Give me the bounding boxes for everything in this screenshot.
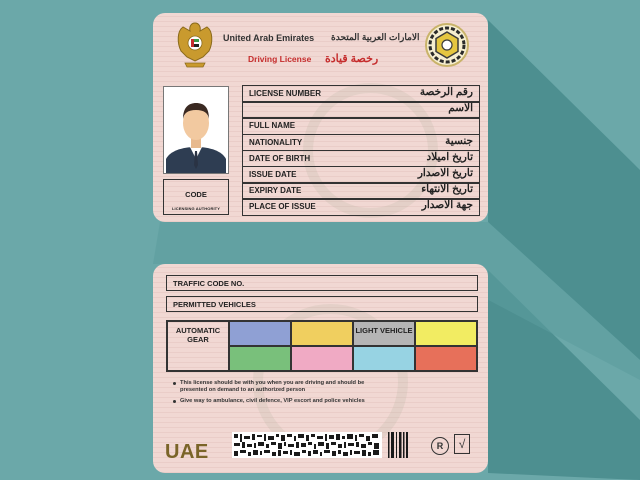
license-fields [242, 85, 480, 215]
vehicle-color-cell [353, 346, 415, 371]
checkmark-icon: √ [454, 434, 470, 454]
uae-emblem-icon [173, 17, 217, 73]
country-title-en: United Arab Emirates [223, 33, 315, 43]
vehicle-color-cell [291, 346, 353, 371]
document-title-ar: رخصة قيادة [325, 53, 379, 65]
field-label-en: DATE OF BIRTH [249, 153, 311, 163]
traffic-code-row [166, 275, 478, 291]
holder-photo [163, 86, 229, 174]
license-back-card [153, 264, 488, 473]
light-vehicle-label: LIGHT VEHICLE [355, 326, 413, 335]
automatic-gear-cell [167, 321, 229, 371]
document-title-en: Driving License [248, 54, 312, 64]
vehicle-color-cell [229, 321, 291, 346]
note-item: Give way to ambulance, civil defence, VIP escort and police vehicles [173, 398, 373, 405]
field-label-en: PLACE OF ISSUE [249, 202, 316, 212]
field-label-ar: جنسية [445, 134, 473, 147]
light-vehicle-cell [353, 321, 415, 346]
automatic-gear-label: AUTOMATIC GEAR [175, 326, 221, 344]
field-row-place-of-issue [242, 198, 480, 216]
field-row-expiry-date [242, 182, 480, 200]
authority-seal-icon [424, 22, 470, 68]
person-avatar-icon [164, 87, 228, 173]
field-row-date-of-birth [242, 150, 480, 168]
field-label-ar: رقم الرخصة [419, 86, 473, 98]
field-row-name-ar [242, 101, 480, 119]
vehicle-color-cell [291, 321, 353, 346]
code-box [163, 179, 229, 215]
field-label-en: FULL NAME [249, 121, 296, 131]
note-item: This license should be with you when you are driving and should be presented on demand to an authorized person [173, 380, 373, 395]
field-label-ar: تاريخ الانتهاء [421, 183, 473, 196]
registered-mark-icon: R [431, 437, 449, 455]
field-label-en: NATIONALITY [249, 137, 303, 147]
code-label: CODE [185, 190, 207, 199]
field-label-en: EXPIRY DATE [249, 186, 302, 196]
vehicle-color-cell [415, 321, 477, 346]
barcode-icon [232, 432, 408, 458]
field-label-en: LICENSE NUMBER [249, 89, 322, 98]
field-label-ar: تاريخ الاصدار [417, 167, 473, 180]
field-row-nationality [242, 134, 480, 152]
license-notes [173, 380, 373, 405]
licensing-authority-label: LICENSING AUTHORITY [172, 206, 220, 211]
field-row-license-number [242, 85, 480, 103]
vehicle-color-cell [415, 346, 477, 371]
field-label-ar: تاريخ اميلاد [426, 150, 473, 163]
license-front-card [153, 13, 488, 222]
vehicle-color-cell [229, 346, 291, 371]
field-label-ar: الاسم [448, 102, 473, 115]
country-title-ar: الامارات العربية المتحدة [331, 32, 420, 42]
permitted-vehicles-row [166, 296, 478, 312]
field-label-ar: جهة الاصدار [421, 199, 473, 212]
vehicle-category-grid [166, 320, 478, 372]
field-row-issue-date [242, 166, 480, 184]
traffic-code-label: TRAFFIC CODE NO. [173, 279, 245, 288]
permitted-vehicles-label: PERMITTED VEHICLES [173, 300, 256, 309]
field-label-en: ISSUE DATE [249, 170, 297, 180]
country-code: UAE [165, 441, 209, 463]
field-row-full-name [242, 117, 480, 135]
